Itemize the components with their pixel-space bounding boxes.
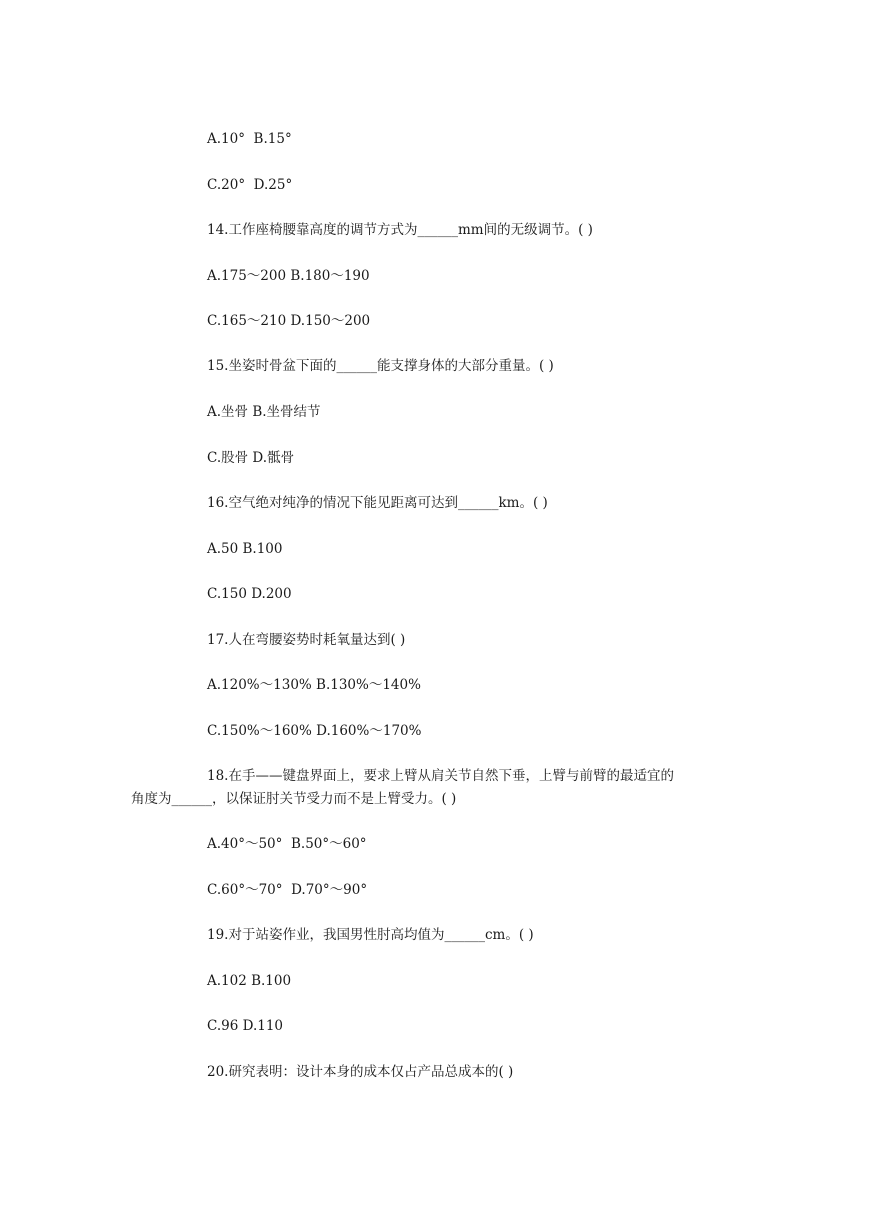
q19-question: 19.对于站姿作业，我国男性肘高均值为______cm。( ) bbox=[207, 927, 534, 943]
q13-options-ab: A.10° B.15° bbox=[207, 131, 292, 147]
q16-options-ab: A.50 B.100 bbox=[207, 541, 283, 557]
q19-options-cd: C.96 D.110 bbox=[207, 1018, 284, 1034]
q14-question: 14.工作座椅腰靠高度的调节方式为______mm间的无级调节。( ) bbox=[207, 222, 593, 238]
q20-question: 20.研究表明：设计本身的成本仅占产品总成本的( ) bbox=[207, 1064, 514, 1080]
q18-question-continued: 角度为______，以保证肘关节受力而不是上臂受力。( ) bbox=[131, 791, 457, 807]
q18-question: 18.在手——键盘界面上，要求上臂从肩关节自然下垂，上臂与前臂的最适宜的 bbox=[207, 768, 674, 784]
q17-options-cd: C.150%～160% D.160%～170% bbox=[207, 723, 422, 739]
q16-options-cd: C.150 D.200 bbox=[207, 586, 292, 602]
q14-options-ab: A.175～200 B.180～190 bbox=[207, 268, 370, 284]
q19-options-ab: A.102 B.100 bbox=[207, 973, 292, 989]
q13-options-cd: C.20° D.25° bbox=[207, 177, 293, 193]
q15-options-ab: A.坐骨 B.坐骨结节 bbox=[207, 404, 321, 420]
q14-options-cd: C.165～210 D.150～200 bbox=[207, 313, 371, 329]
q17-options-ab: A.120%～130% B.130%～140% bbox=[207, 677, 421, 693]
q15-question: 15.坐姿时骨盆下面的______能支撑身体的大部分重量。( ) bbox=[207, 358, 554, 374]
q16-question: 16.空气绝对纯净的情况下能见距离可达到______km。( ) bbox=[207, 495, 548, 511]
q15-options-cd: C.股骨 D.骶骨 bbox=[207, 450, 295, 466]
q18-options-ab: A.40°～50° B.50°～60° bbox=[207, 836, 367, 852]
q17-question: 17.人在弯腰姿势时耗氧量达到( ) bbox=[207, 632, 406, 648]
q18-options-cd: C.60°～70° D.70°～90° bbox=[207, 882, 368, 898]
